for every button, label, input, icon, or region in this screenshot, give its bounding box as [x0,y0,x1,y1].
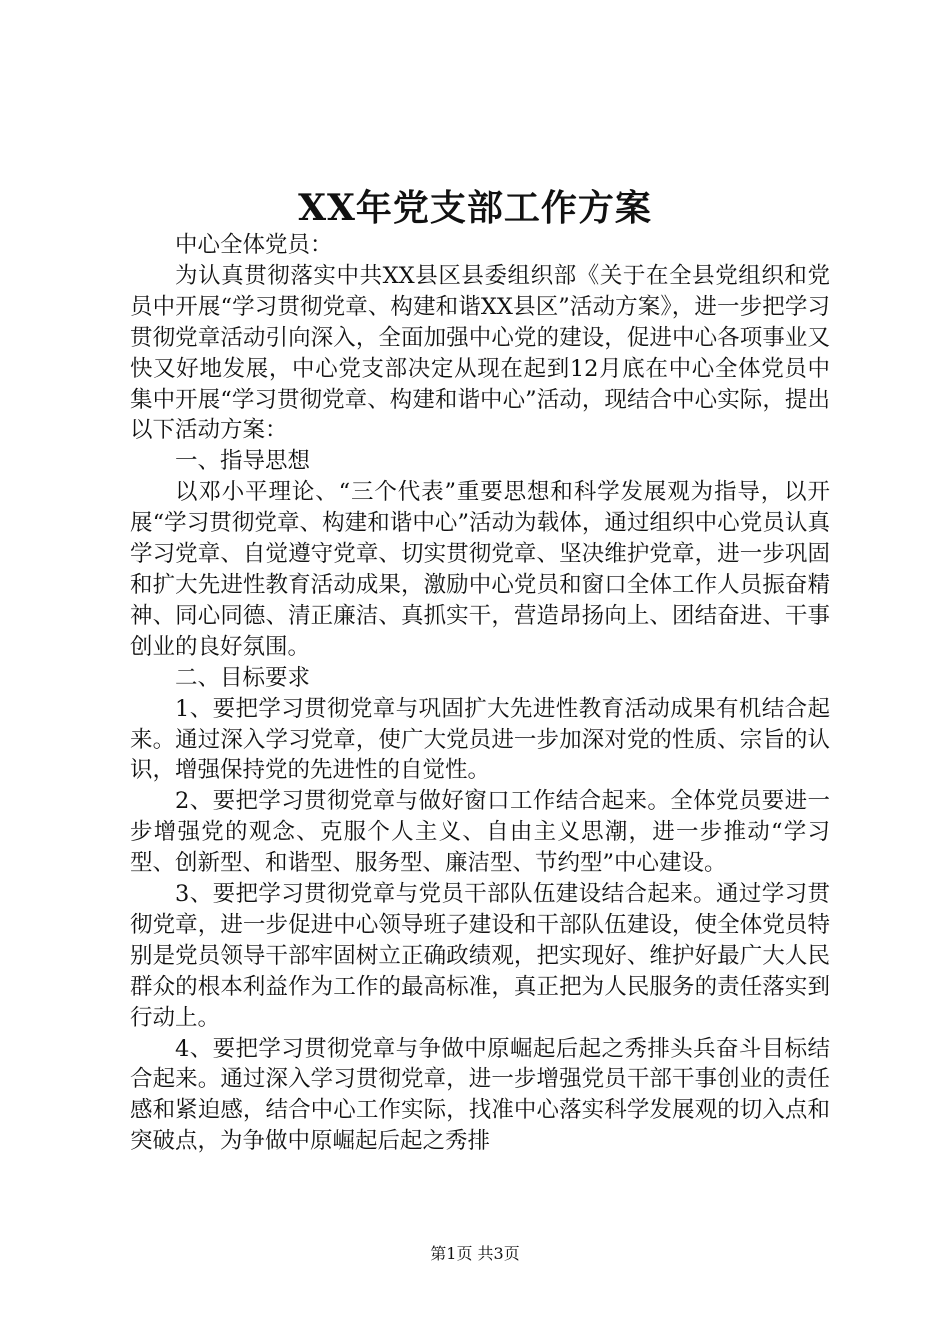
goal-item-4: 4、要把学习贯彻党章与争做中原崛起后起之秀排头兵奋斗目标结合起来。通过深入学习贯彻党章，进一步增强党员干部干事创业的责任感和紧迫感，结合中心工作实际，找准中心落实科学发展观的切入点和突破点，为争做中原崛起后起之秀排 [130,1035,830,1155]
goal-item-2: 2、要把学习贯彻党章与做好窗口工作结合起来。全体党员要进一步增强党的观念、克服个人主义、自由主义思潮，进一步推动“学习型、创新型、和谐型、服务型、廉洁型、节约型”中心建设。 [130,788,830,877]
salutation: 中心全体党员： [175,232,333,258]
section-heading-goals: 二、目标要求 [175,664,311,691]
goal-item-3: 3、要把学习贯彻党章与党员干部队伍建设结合起来。通过学习贯彻党章，进一步促进中心领导班子建设和干部队伍建设，使全体党员特别是党员领导干部牢固树立正确政绩观，把实现好、维护好最广大人民群众的根本利益作为工作的最高标准，真正把为人民服务的责任落实到行动上。 [130,881,830,1031]
guiding-thought-paragraph: 以邓小平理论、“三个代表”重要思想和科学发展观为指导，以开展“学习贯彻党章、构建和谐中心”活动为载体，通过组织中心党员认真学习党章、自觉遵守党章、切实贯彻党章、坚决维护党章，进一步巩固和扩大先进性教育活动成果，激励中心党员和窗口全体工作人员振奋精神、同心同德、清正廉洁、真抓实干，营造昂扬向上、团结奋进、干事创业的良好氛围。 [130,479,830,660]
intro-paragraph: 为认真贯彻落实中共XX县区县委组织部《关于在全县党组织和党员中开展“学习贯彻党章、构建和谐XX县区”活动方案》，进一步把学习贯彻党章活动引向深入，全面加强中心党的建设，促进中心各项事业又快又好地发展，中心党支部决定从现在起到12月底在中心全体党员中集中开展“学习贯彻党章、构建和谐中心”活动，现结合中心实际，提出以下活动方案： [130,262,830,444]
document-title: XX年党支部工作方案 [298,187,652,229]
section-heading-guiding-thought: 一、指导思想 [175,448,311,475]
document-body [130,230,830,1157]
page-number-footer: 第1页 共3页 [430,1244,520,1263]
goal-item-1: 1、要把学习贯彻党章与巩固扩大先进性教育活动成果有机结合起来。通过深入学习党章，使广大党员进一步加深对党的性质、宗旨的认识，增强保持党的先进性的自觉性。 [130,695,830,784]
